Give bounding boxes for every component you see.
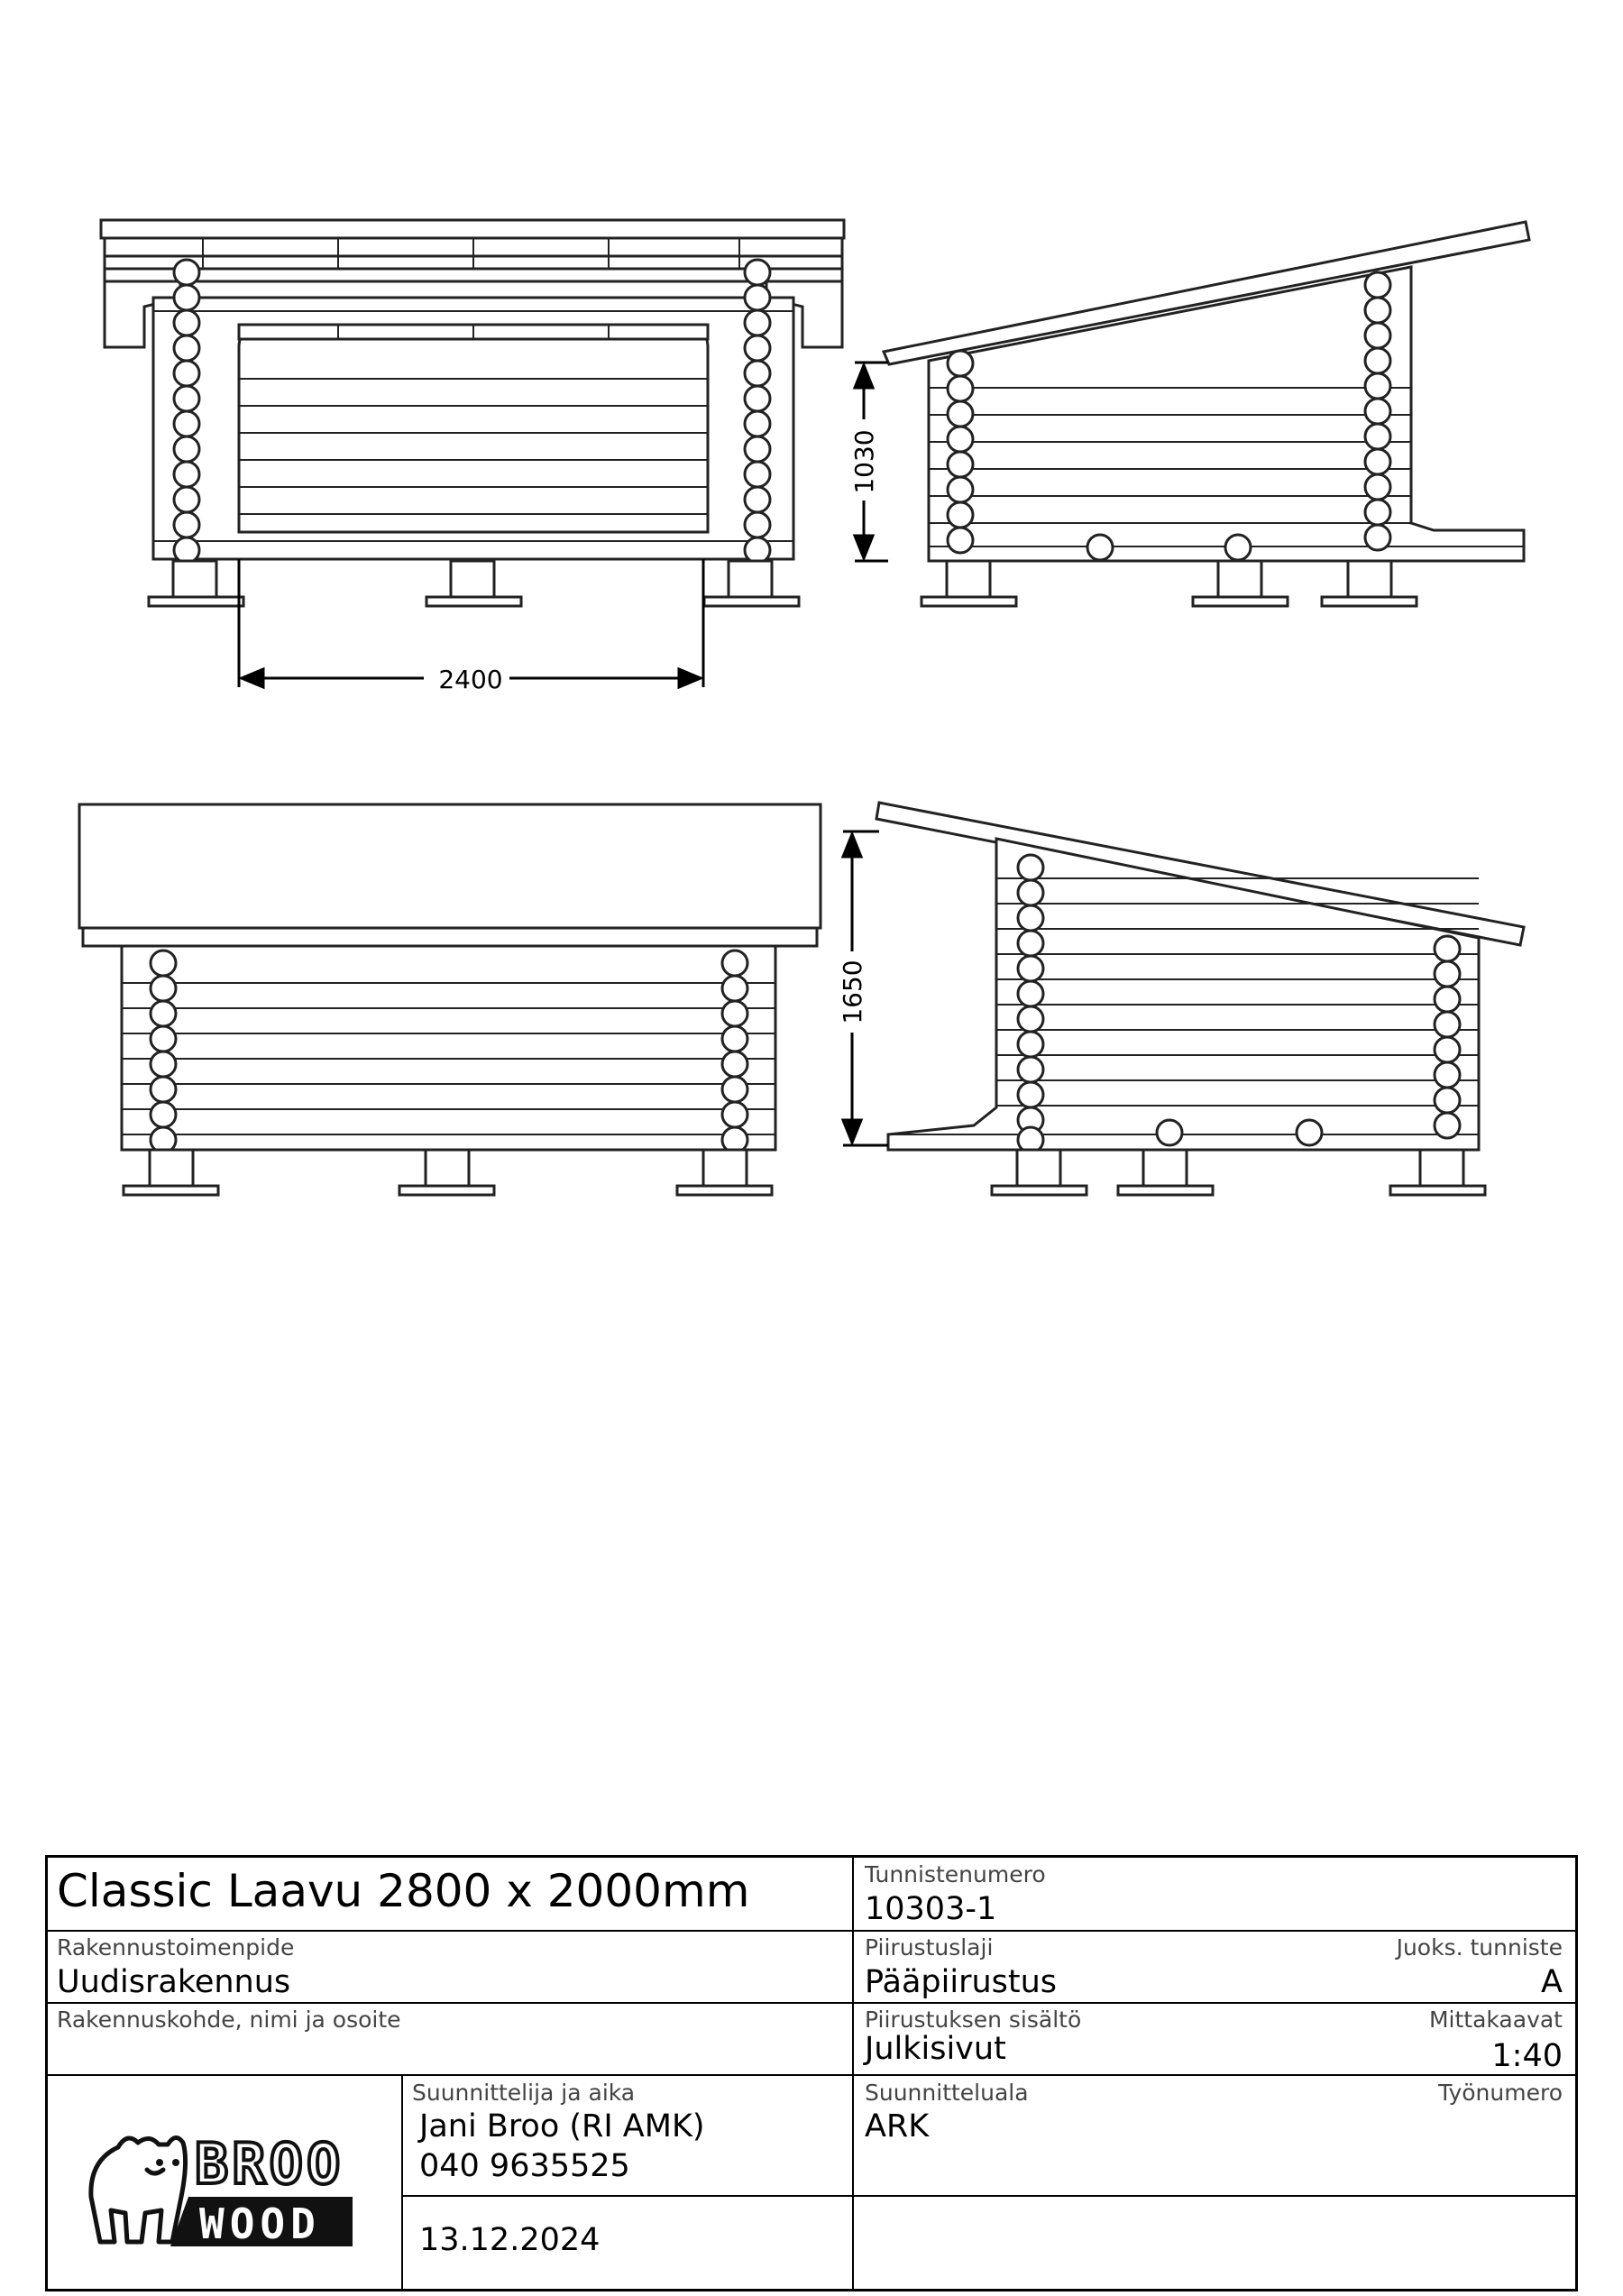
- work-number-cell: [852, 2195, 1575, 2289]
- title-block: [45, 1855, 1578, 2291]
- id-cell: [852, 1858, 1575, 1930]
- id-label: Tunnistenumero: [865, 1861, 1046, 1887]
- side-elevation-right: [855, 222, 1529, 606]
- broowood-logo: [82, 2107, 353, 2260]
- designer-phone: 040 9635525: [419, 2148, 630, 2184]
- date-value: 13.12.2024: [419, 2222, 601, 2258]
- side-elevation-left: [843, 803, 1524, 1195]
- content-label: Piirustuksen sisältö: [865, 2007, 1082, 2033]
- field-cell: [852, 2074, 1575, 2195]
- field-label: Suunnitteluala: [865, 2080, 1029, 2106]
- action-label: Rakennustoimenpide: [57, 1934, 295, 1961]
- dimension-width-front: 2400: [438, 665, 503, 694]
- bear-icon: [91, 2137, 186, 2242]
- action-value: Uudisrakennus: [57, 1964, 291, 2000]
- drawing-type-cell: [852, 1930, 1575, 2002]
- logo-text-bottom: WOOD: [199, 2200, 321, 2248]
- designer-name: Jani Broo (RI AMK): [419, 2108, 705, 2144]
- action-cell: [48, 1930, 852, 2002]
- field-value: ARK: [865, 2108, 930, 2144]
- scale-label: Mittakaavat: [1428, 2007, 1563, 2033]
- content-value: Julkisivut: [865, 2031, 1006, 2067]
- logo-cell: [48, 2074, 401, 2289]
- drawing-type-label: Piirustuslaji: [865, 1934, 994, 1961]
- project-title-cell: [48, 1858, 852, 1930]
- date-cell: [401, 2195, 852, 2289]
- serial-value: A: [1541, 1964, 1563, 2000]
- designer-cell: [401, 2074, 852, 2195]
- logo-text-top: BROO: [195, 2131, 344, 2197]
- drawing-type-value: Pääpiirustus: [865, 1964, 1058, 2000]
- serial-label: Juoks. tunniste: [1396, 1934, 1563, 1961]
- site-cell: [48, 2002, 852, 2074]
- scale-value: 1:40: [1491, 2038, 1563, 2074]
- dimension-height-back: 1650: [838, 960, 867, 1024]
- designer-label: Suunnittelija ja aika: [412, 2080, 636, 2106]
- dimension-height-front: 1030: [849, 429, 879, 494]
- site-label: Rakennuskohde, nimi ja osoite: [57, 2007, 401, 2033]
- project-title: Classic Laavu 2800 x 2000mm: [57, 1865, 750, 1917]
- work-number-label: Työnumero: [1438, 2080, 1563, 2106]
- id-value: 10303-1: [865, 1891, 997, 1927]
- front-elevation: [101, 220, 844, 687]
- content-cell: [852, 2002, 1575, 2074]
- back-elevation: [79, 804, 821, 1195]
